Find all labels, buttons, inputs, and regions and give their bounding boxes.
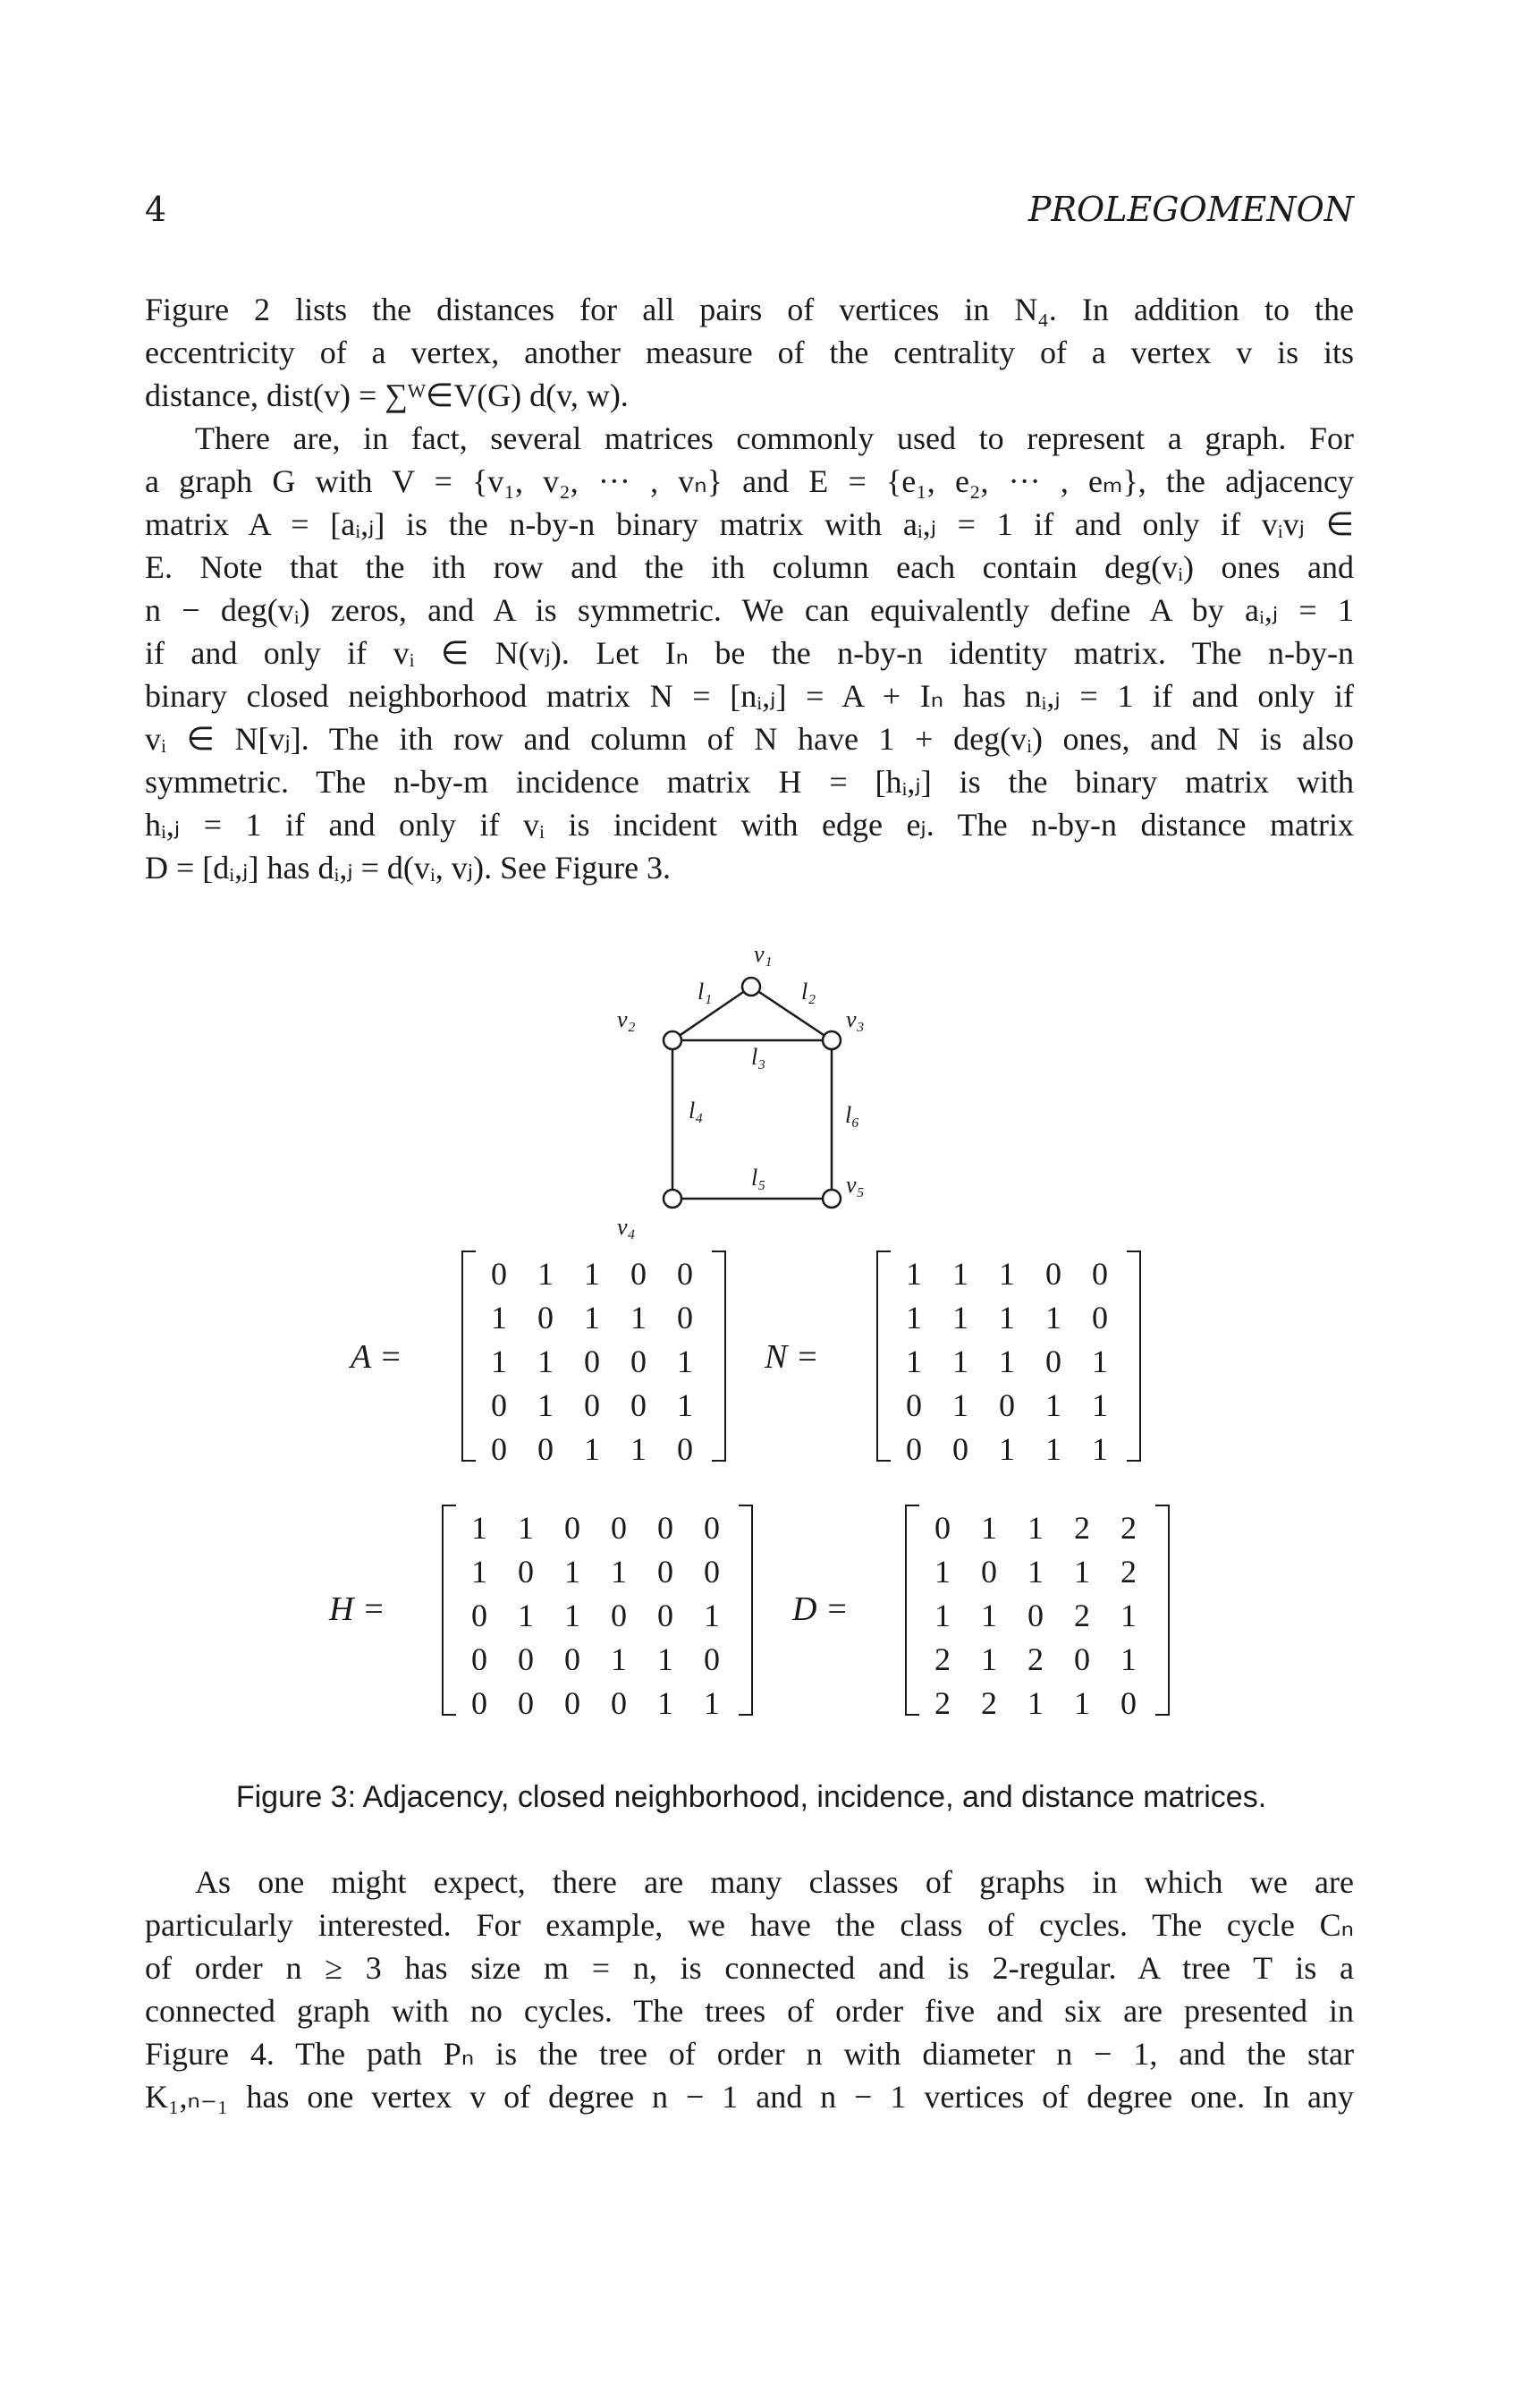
matrix-cell: 1 <box>518 1510 534 1546</box>
matrix-bracket <box>442 1505 456 1716</box>
matrix-cell: 1 <box>1045 1300 1061 1335</box>
matrix-h <box>456 1506 735 1725</box>
matrix-cell: 1 <box>906 1344 922 1379</box>
matrix-cell: 1 <box>471 1510 487 1546</box>
matrix-cell: 0 <box>1045 1256 1061 1292</box>
text-line: Figure 4. The path Pₙ is the tree of order n with diameter n − 1, and the star <box>145 2036 1354 2072</box>
matrix-cell: 1 <box>952 1300 968 1335</box>
matrix-cell: 0 <box>1092 1256 1108 1292</box>
matrix-cell: 1 <box>1027 1510 1044 1546</box>
matrix-cell: 2 <box>934 1641 951 1677</box>
matrix-cell: 0 <box>657 1510 673 1546</box>
figure-caption: Figure 3: Adjacency, closed neighborhood, incidence, and distance matrices. <box>235 1780 1267 1814</box>
matrix-cell: 1 <box>657 1641 673 1677</box>
matrix-bracket <box>712 1251 726 1462</box>
matrix-cell: 0 <box>471 1685 487 1721</box>
matrix-cell: 1 <box>1120 1598 1137 1633</box>
matrix-cell: 1 <box>704 1598 720 1633</box>
matrix-cell: 2 <box>1120 1554 1137 1590</box>
matrix-cell: 0 <box>471 1641 487 1677</box>
matrix-cell: 0 <box>934 1510 951 1546</box>
text-line: K₁,ₙ₋₁ has one vertex v of degree n − 1 and n − 1 vertices of degree one. In any <box>145 2079 1354 2115</box>
text-line: connected graph with no cycles. The trees of order five and six are presented in <box>145 1993 1354 2029</box>
vertex-label-v5: v₅ <box>846 1172 865 1198</box>
matrix-cell: 0 <box>518 1641 534 1677</box>
matrix-cell: 0 <box>611 1510 627 1546</box>
vertex-label-v2: v₂ <box>617 1006 636 1032</box>
matrix-cell: 1 <box>1045 1387 1061 1423</box>
text-line: a graph G with V = {v₁, v₂, ··· , vₙ} and E = {e₁, e₂, ··· , eₘ}, the adjacency <box>145 463 1354 499</box>
matrix-cell: 0 <box>704 1510 720 1546</box>
matrix-cell: 1 <box>952 1256 968 1292</box>
matrix-cell: 2 <box>1074 1510 1090 1546</box>
matrix-cell: 2 <box>1120 1510 1137 1546</box>
matrix-cell: 1 <box>952 1344 968 1379</box>
matrix-cell: 1 <box>471 1554 487 1590</box>
text-line: particularly interested. For example, we have the class of cycles. The cycle Cₙ <box>145 1907 1354 1943</box>
matrix-cell: 0 <box>611 1685 627 1721</box>
matrix-cell: 0 <box>1092 1300 1108 1335</box>
matrix-cell: 1 <box>1027 1685 1044 1721</box>
matrix-cell: 0 <box>677 1300 693 1335</box>
matrix-cell: 0 <box>537 1300 554 1335</box>
matrix-cell: 1 <box>564 1554 580 1590</box>
edge-label-l3: l₃ <box>751 1044 766 1070</box>
matrix-cell: 0 <box>611 1598 627 1633</box>
matrix-a <box>476 1252 708 1471</box>
matrix-cell: 0 <box>999 1387 1015 1423</box>
vertex-v4 <box>664 1190 681 1208</box>
matrix-cell: 1 <box>999 1300 1015 1335</box>
edge-label-l1: l₁ <box>698 979 713 1005</box>
matrix-bracket <box>739 1505 753 1716</box>
matrix-cell: 1 <box>491 1344 507 1379</box>
matrix-cell: 1 <box>518 1598 534 1633</box>
matrix-cell: 2 <box>1074 1598 1090 1633</box>
text-line: As one might expect, there are many classes of graphs in which we are <box>195 1864 1354 1900</box>
matrix-cell: 2 <box>981 1685 997 1721</box>
matrix-cell: 0 <box>491 1256 507 1292</box>
matrix-cell: 0 <box>491 1387 507 1423</box>
matrix-cell: 1 <box>981 1598 997 1633</box>
matrix-cell: 0 <box>491 1431 507 1467</box>
matrix-cell: 0 <box>704 1554 720 1590</box>
matrix-cell: 1 <box>491 1300 507 1335</box>
matrix-cell: 0 <box>630 1387 647 1423</box>
matrix-cell: 1 <box>999 1431 1015 1467</box>
matrix-cell: 1 <box>564 1598 580 1633</box>
matrix-cell: 1 <box>584 1431 600 1467</box>
matrix-cell: 0 <box>981 1554 997 1590</box>
matrix-cell: 1 <box>611 1641 627 1677</box>
vertex-v3 <box>823 1031 841 1049</box>
matrix-cell: 1 <box>1120 1641 1137 1677</box>
matrix-cell: 0 <box>584 1387 600 1423</box>
matrix-n <box>891 1252 1123 1471</box>
matrix-cell: 1 <box>1092 1431 1108 1467</box>
matrix-cell: 1 <box>981 1510 997 1546</box>
text-line: if and only if vᵢ ∈ N(vⱼ). Let Iₙ be the n-by-n identity matrix. The n-by-n <box>145 635 1354 671</box>
text-line: symmetric. The n-by-m incidence matrix H = [hᵢ,ⱼ] is the binary matrix with <box>145 764 1354 800</box>
edge-label-l6: l₆ <box>845 1102 860 1128</box>
matrix-cell: 0 <box>518 1554 534 1590</box>
matrix-cell: 0 <box>906 1387 922 1423</box>
matrix-cell: 1 <box>999 1344 1015 1379</box>
edge-label-l4: l₄ <box>689 1098 704 1123</box>
vertex-label-v4: v₄ <box>617 1214 636 1240</box>
matrix-cell: 1 <box>999 1256 1015 1292</box>
matrix-cell: 0 <box>564 1641 580 1677</box>
matrix-cell: 1 <box>537 1344 554 1379</box>
matrix-label-a: A = <box>351 1338 402 1376</box>
matrix-cell: 0 <box>1045 1344 1061 1379</box>
matrix-cell: 1 <box>537 1256 554 1292</box>
text-line: There are, in fact, several matrices commonly used to represent a graph. For <box>195 420 1354 456</box>
matrix-cell: 1 <box>1045 1431 1061 1467</box>
matrix-cell: 1 <box>630 1431 647 1467</box>
matrix-cell: 0 <box>952 1431 968 1467</box>
matrix-bracket <box>461 1251 476 1462</box>
matrix-cell: 2 <box>1027 1641 1044 1677</box>
matrix-cell: 2 <box>934 1685 951 1721</box>
matrix-cell: 1 <box>1074 1554 1090 1590</box>
matrix-cell: 0 <box>564 1685 580 1721</box>
matrix-cell: 0 <box>537 1431 554 1467</box>
matrix-cell: 0 <box>630 1344 647 1379</box>
matrix-label-n: N = <box>765 1338 819 1376</box>
matrix-cell: 0 <box>471 1598 487 1633</box>
body-text-bottom <box>145 1861 1354 2118</box>
matrix-d <box>919 1506 1152 1725</box>
matrix-cell: 1 <box>584 1256 600 1292</box>
matrix-cell: 0 <box>677 1256 693 1292</box>
matrix-cell: 1 <box>1092 1387 1108 1423</box>
edge-label-l5: l₅ <box>751 1165 766 1191</box>
text-line: eccentricity of a vertex, another measure of the centrality of a vertex v is its <box>145 335 1354 370</box>
matrix-cell: 1 <box>1027 1554 1044 1590</box>
matrix-cell: 1 <box>611 1554 627 1590</box>
matrix-bracket <box>1155 1505 1170 1716</box>
page-number: 4 <box>145 190 167 229</box>
matrix-cell: 1 <box>906 1300 922 1335</box>
matrix-label-d: D = <box>792 1590 849 1628</box>
matrix-cell: 1 <box>952 1387 968 1423</box>
matrix-cell: 0 <box>584 1344 600 1379</box>
text-line: vᵢ ∈ N[vⱼ]. The ith row and column of N have 1 + deg(vᵢ) ones, and N is also <box>145 721 1354 757</box>
matrix-cell: 0 <box>657 1554 673 1590</box>
text-line: D = [dᵢ,ⱼ] has dᵢ,ⱼ = d(vᵢ, vⱼ). See Figure 3. <box>145 850 672 886</box>
matrix-cell: 1 <box>981 1641 997 1677</box>
matrix-bracket <box>905 1505 919 1716</box>
vertex-v1 <box>742 978 760 996</box>
matrix-cell: 1 <box>934 1598 951 1633</box>
matrix-cell: 0 <box>704 1641 720 1677</box>
running-title: PROLEGOMENON <box>1027 190 1354 229</box>
matrix-cell: 1 <box>537 1387 554 1423</box>
matrix-cell: 0 <box>906 1431 922 1467</box>
text-line: E. Note that the ith row and the ith column each contain deg(vᵢ) ones and <box>145 549 1354 585</box>
matrix-cell: 0 <box>677 1431 693 1467</box>
matrix-cell: 0 <box>1120 1685 1137 1721</box>
matrix-cell: 1 <box>584 1300 600 1335</box>
vertex-label-v3: v₃ <box>846 1006 865 1032</box>
edge-l2 <box>751 987 832 1040</box>
text-line: distance, dist(v) = ∑ᵂ∈V(G) d(v, w). <box>145 377 629 413</box>
text-line: binary closed neighborhood matrix N = [nᵢ,ⱼ] = A + Iₙ has nᵢ,ⱼ = 1 if and only if <box>145 678 1354 714</box>
matrix-label-h: H = <box>329 1590 385 1628</box>
matrix-cell: 1 <box>677 1344 693 1379</box>
text-line: Figure 2 lists the distances for all pairs of vertices in N₄. In addition to the <box>145 292 1354 327</box>
matrix-cell: 1 <box>906 1256 922 1292</box>
matrix-bracket <box>876 1251 891 1462</box>
matrix-cell: 1 <box>704 1685 720 1721</box>
matrix-cell: 0 <box>657 1598 673 1633</box>
text-line: matrix A = [aᵢ,ⱼ] is the n-by-n binary matrix with aᵢ,ⱼ = 1 if and only if vᵢvⱼ ∈ <box>145 506 1354 542</box>
text-line: n − deg(vᵢ) zeros, and A is symmetric. We can equivalently define A by aᵢ,ⱼ = 1 <box>145 592 1354 628</box>
matrix-cell: 1 <box>1074 1685 1090 1721</box>
matrix-cell: 1 <box>934 1554 951 1590</box>
vertex-label-v1: v₁ <box>754 941 773 967</box>
vertex-v5 <box>823 1190 841 1208</box>
vertex-v2 <box>664 1031 681 1049</box>
matrix-cell: 1 <box>630 1300 647 1335</box>
text-line: hᵢ,ⱼ = 1 if and only if vᵢ is incident with edge eⱼ. The n-by-n distance matrix <box>145 807 1354 843</box>
matrix-cell: 1 <box>677 1387 693 1423</box>
matrix-cell: 0 <box>518 1685 534 1721</box>
matrix-cell: 1 <box>657 1685 673 1721</box>
matrix-cell: 0 <box>1027 1598 1044 1633</box>
text-line: of order n ≥ 3 has size m = n, is connected and is 2-regular. A tree T is a <box>145 1950 1354 1986</box>
matrix-cell: 0 <box>564 1510 580 1546</box>
matrix-cell: 1 <box>1092 1344 1108 1379</box>
matrix-cell: 0 <box>630 1256 647 1292</box>
edge-label-l2: l₂ <box>801 979 816 1005</box>
matrix-cell: 0 <box>1074 1641 1090 1677</box>
matrix-bracket <box>1127 1251 1141 1462</box>
